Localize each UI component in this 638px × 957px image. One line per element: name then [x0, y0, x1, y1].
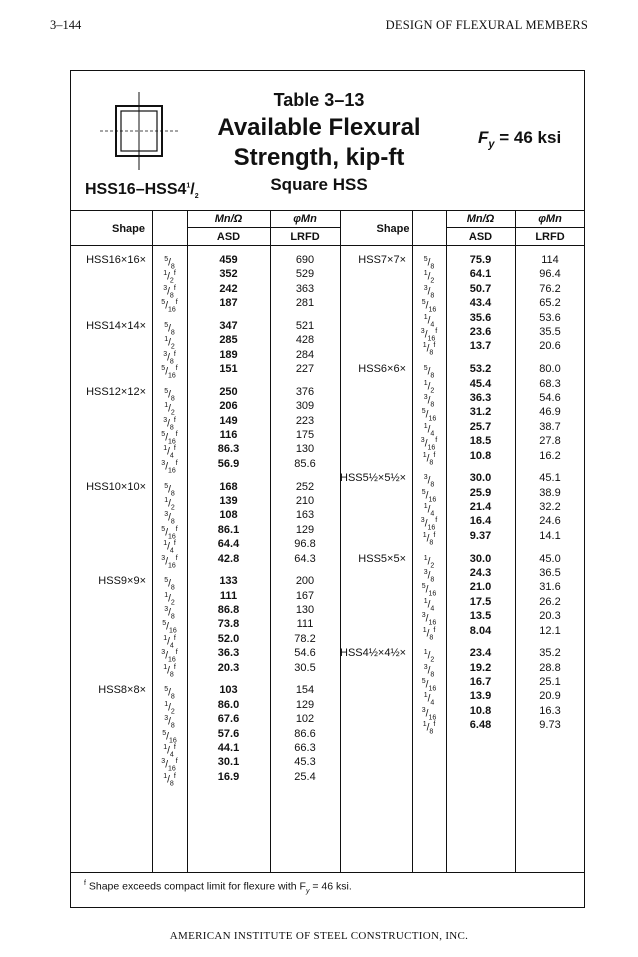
wall-thickness: $^1/_8^f$ [422, 342, 436, 357]
wall-thickness: $^1/_8^f$ [163, 663, 176, 678]
header-rule [187, 227, 340, 228]
lrfd-header: LRFD [290, 231, 320, 243]
wall-thickness: $^1/_4^f$ [163, 743, 176, 759]
asd-value: 21.4 [469, 501, 492, 513]
asd-value: 35.6 [469, 311, 492, 324]
asd-value: 73.8 [217, 618, 240, 631]
shape-designation: HSS6×6× [358, 363, 406, 376]
table-number: Table 3–13 [273, 90, 365, 110]
lrfd-value: 129 [295, 698, 315, 711]
wall-thickness: $^3/_{16}^f$ [161, 554, 178, 569]
asd-value: 17.5 [469, 595, 492, 608]
asd-value: 36.3 [217, 647, 240, 660]
table-title-line-2: Strength, kip-ft [233, 144, 405, 171]
lrfd-value: 227 [295, 363, 315, 376]
asd-value: 30.1 [217, 756, 240, 769]
lrfd-value: 85.6 [294, 457, 316, 470]
wall-thickness: $^1/_2$ [423, 379, 435, 394]
wall-thickness: $^5/_8$ [164, 577, 175, 592]
lrfd-value: 28.8 [539, 661, 561, 674]
asd-value: 75.9 [469, 254, 492, 266]
wall-thickness: $^3/_8$ [423, 663, 435, 678]
lrfd-value: 80.0 [539, 363, 561, 376]
lrfd-value: 20.9 [539, 690, 561, 703]
asd-value: 8.04 [469, 624, 492, 637]
wall-thickness: $^3/_{16}$ [421, 612, 437, 627]
column-divider [340, 211, 341, 872]
lrfd-value: 309 [295, 400, 315, 413]
shape-range-label: $HSS16-HSS4^1/_2$ [85, 181, 199, 201]
wall-thickness: $^5/_{16}^f$ [161, 365, 178, 380]
lrfd-value: 111 [296, 618, 314, 631]
lrfd-value: 284 [295, 348, 315, 361]
asd-value: 103 [219, 684, 238, 697]
page-number: 3–144 [50, 18, 82, 32]
lrfd-value: 130 [295, 443, 315, 456]
asd-value: 24.3 [469, 566, 492, 579]
wall-thickness: $^1/_2$ [164, 700, 175, 716]
lrfd-value: 27.8 [539, 435, 561, 448]
table-subtitle: Square HSS [270, 175, 368, 194]
lrfd-value: 45.3 [294, 756, 316, 769]
shape-designation: HSS10×10× [86, 480, 146, 493]
shape-header: Shape [376, 223, 410, 235]
shape-designation: HSS12×12× [86, 385, 146, 398]
lrfd-value: 35.2 [539, 647, 561, 660]
wall-thickness: $^1/_2$ [164, 402, 175, 417]
asd-value: 139 [219, 494, 238, 507]
lrfd-value: 24.6 [539, 515, 561, 528]
wall-thickness: $^3/_8^f$ [163, 416, 176, 431]
asd-value: 23.6 [469, 326, 492, 338]
wall-thickness: $^3/_{16}^f$ [420, 437, 438, 452]
table-title-line-1: Available Flexural [217, 114, 421, 141]
lrfd-value: 14.1 [539, 529, 561, 542]
yield-strength-label: $F_y = 46$ ksi [478, 128, 562, 151]
wall-thickness: $^1/_8^f$ [422, 451, 436, 466]
wall-thickness: $^5/_{16}$ [421, 678, 437, 693]
wall-thickness: $^1/_4$ [423, 597, 435, 613]
shape-designation: HSS5½×5½× [340, 472, 407, 485]
lrfd-value: 54.6 [539, 391, 561, 404]
lrfd-value: 36.5 [539, 566, 561, 579]
asd-value: 242 [219, 282, 238, 295]
lrfd-value: 66.3 [294, 741, 316, 754]
lrfd-value: 690 [295, 254, 315, 266]
wall-thickness: $^3/_8^f$ [163, 350, 176, 366]
asd-value: 9.37 [469, 529, 492, 542]
section-title: DESIGN OF FLEXURAL MEMBERS [385, 18, 588, 32]
asd-value: 459 [219, 254, 238, 266]
asd-strength-header: Mn/Ω [466, 213, 495, 225]
wall-thickness: $^1/_8^f$ [422, 531, 436, 547]
asd-value: 352 [219, 268, 238, 281]
lrfd-value: 25.1 [539, 676, 561, 688]
asd-value: 86.1 [217, 523, 240, 536]
wall-thickness: $^1/_2$ [423, 270, 435, 285]
asd-value: 10.8 [469, 449, 492, 462]
lrfd-value: 200 [295, 575, 315, 588]
wall-thickness: $^1/_2$ [423, 554, 435, 569]
shape-designation: HSS4½×4½× [340, 647, 407, 660]
shape-designation: HSS9×9× [98, 575, 146, 588]
wall-thickness: $^3/_8^f$ [163, 284, 176, 300]
wall-thickness: $^5/_{16}$ [162, 729, 177, 744]
lrfd-value: 96.4 [539, 268, 561, 281]
asd-value: 36.3 [469, 391, 492, 404]
asd-value: 43.4 [469, 297, 492, 310]
asd-value: 151 [219, 363, 238, 376]
asd-value: 16.9 [217, 770, 240, 783]
shape-range-fraction: $^1/_2$ [186, 181, 199, 201]
lrfd-value: 30.5 [294, 661, 316, 674]
lrfd-value: 26.2 [539, 595, 561, 608]
wall-thickness: $^3/_8$ [423, 284, 435, 300]
lrfd-value: 31.6 [539, 581, 561, 594]
wall-thickness: $^1/_2$ [164, 591, 175, 606]
lrfd-value: 16.3 [539, 704, 561, 717]
lrfd-value: 376 [295, 385, 315, 398]
lrfd-value: 64.3 [294, 552, 316, 565]
asd-value: 56.9 [217, 457, 240, 470]
shape-designation: HSS8×8× [98, 684, 146, 697]
asd-value: 25.9 [469, 486, 492, 499]
lrfd-value: 45.1 [539, 472, 561, 485]
asd-value: 20.3 [217, 661, 240, 674]
wall-thickness: $^3/_8$ [423, 393, 435, 409]
lrfd-value: 175 [295, 429, 315, 441]
yield-strength-value: = 46 ksi [499, 128, 562, 147]
asd-value: 86.8 [217, 604, 240, 616]
wall-thickness: $^5/_{16}$ [421, 299, 437, 314]
asd-value: 21.0 [469, 581, 492, 594]
lrfd-value: 65.2 [539, 297, 561, 310]
header-rule [70, 245, 585, 246]
wall-thickness: $^5/_8$ [423, 365, 435, 380]
wall-thickness: $^1/_4$ [423, 422, 435, 438]
flexural-strength-table [70, 210, 585, 873]
asd-value: 50.7 [469, 282, 492, 295]
asd-value: 206 [219, 400, 238, 413]
header-rule [446, 227, 585, 228]
lrfd-value: 363 [295, 282, 315, 295]
asd-value: 13.9 [469, 690, 492, 703]
lrfd-value: 20.6 [539, 340, 561, 353]
lrfd-value: 32.2 [539, 501, 561, 513]
asd-value: 18.5 [469, 435, 492, 448]
wall-thickness: $^1/_4^f$ [163, 540, 176, 555]
lrfd-value: 102 [295, 713, 315, 726]
lrfd-value: 521 [295, 319, 315, 332]
shape-designation: HSS16×16× [86, 254, 146, 266]
lrfd-value: 25.4 [294, 770, 316, 783]
wall-thickness: $^1/_8^f$ [422, 626, 436, 641]
lrfd-value: 46.9 [539, 406, 561, 419]
wall-thickness: $^1/_4^f$ [163, 445, 176, 460]
asd-value: 30.0 [469, 552, 492, 565]
wall-thickness: $^3/_{16}^f$ [161, 649, 178, 664]
lrfd-value: 129 [295, 523, 315, 536]
asd-value: 13.7 [469, 340, 492, 353]
wall-thickness: $^5/_{16}$ [421, 408, 437, 423]
wall-thickness: $^5/_{16}^f$ [161, 525, 178, 541]
lrfd-value: 54.6 [294, 647, 316, 660]
asd-value: 30.0 [469, 472, 492, 485]
asd-value: 64.1 [469, 268, 492, 281]
asd-value: 189 [219, 348, 238, 361]
shape-designation: HSS5×5× [358, 552, 406, 565]
wall-thickness: $^3/_8$ [423, 474, 435, 489]
wall-thickness: $^1/_4$ [423, 313, 435, 328]
asd-value: 187 [219, 297, 238, 310]
asd-value: 42.8 [217, 552, 240, 565]
lrfd-value: 9.73 [539, 719, 561, 732]
asd-value: 25.7 [469, 420, 492, 433]
lrfd-value: 35.5 [539, 326, 561, 338]
lrfd-value: 38.7 [539, 420, 561, 433]
lrfd-value: 167 [295, 589, 315, 602]
lrfd-value: 86.6 [294, 727, 316, 740]
wall-thickness: $^5/_8$ [164, 686, 175, 701]
lrfd-value: 529 [295, 268, 315, 281]
asd-value: 16.7 [469, 676, 492, 688]
wall-thickness: $^5/_8$ [164, 387, 175, 403]
lrfd-value: 16.2 [539, 449, 561, 462]
wall-thickness: $^1/_2$ [164, 496, 175, 512]
asd-value: 10.8 [469, 704, 492, 717]
lrfd-value: 12.1 [539, 624, 561, 637]
lrfd-value: 154 [295, 684, 315, 697]
asd-value: 13.5 [469, 610, 492, 623]
lrfd-value: 38.9 [539, 486, 561, 499]
wall-thickness: $^3/_8$ [164, 606, 175, 621]
wall-thickness: $^3/_8$ [164, 511, 175, 526]
lrfd-value: 68.3 [539, 377, 561, 390]
shape-designation: HSS7×7× [358, 254, 406, 266]
wall-thickness: $^3/_{16}^f$ [161, 459, 178, 475]
shape-header: Shape [111, 223, 145, 235]
lrfd-value: 428 [295, 334, 315, 347]
asd-value: 250 [219, 385, 238, 398]
asd-value: 285 [219, 334, 238, 347]
footnote: $^f$ Shape exceeds compact limit for flexure with $F_y = 46$ ksi. [84, 880, 352, 895]
asd-value: 52.0 [217, 632, 240, 645]
publisher-footer: AMERICAN INSTITUTE OF STEEL CONSTRUCTION, INC. [169, 930, 469, 942]
shape-designation: HSS14×14× [86, 319, 146, 332]
lrfd-value: 96.8 [294, 538, 316, 551]
asd-value: 111 [219, 589, 238, 602]
lrfd-value: 20.3 [539, 610, 561, 623]
wall-thickness: $^1/_4^f$ [163, 634, 176, 650]
lrfd-value: 78.2 [294, 632, 316, 645]
wall-thickness: $^5/_8$ [423, 256, 435, 271]
asd-header: ASD [468, 231, 493, 243]
wall-thickness: $^3/_{16}^f$ [161, 758, 178, 773]
asd-value: 67.6 [217, 713, 240, 726]
wall-thickness: $^1/_4$ [423, 692, 435, 707]
asd-value: 86.3 [217, 443, 240, 456]
lrfd-value: 252 [295, 480, 315, 493]
asd-value: 53.2 [469, 363, 492, 376]
wall-thickness: $^5/_{16}^f$ [161, 299, 178, 314]
asd-value: 31.2 [469, 406, 492, 419]
wall-thickness: $^5/_8$ [164, 321, 175, 337]
asd-value: 86.0 [217, 698, 240, 711]
wall-thickness: $^5/_8$ [164, 256, 175, 271]
lrfd-value: 76.2 [539, 282, 561, 295]
lrfd-value: 53.6 [539, 311, 561, 324]
asd-value: 116 [219, 429, 238, 441]
wall-thickness: $^3/_8$ [164, 715, 175, 730]
asd-value: 44.1 [217, 741, 240, 754]
asd-value: 108 [219, 509, 238, 522]
asd-value: 19.2 [469, 661, 492, 674]
lrfd-strength-header: φMn [538, 213, 562, 225]
asd-strength-header: Mn/Ω [214, 213, 243, 225]
asd-value: 133 [219, 575, 238, 588]
asd-value: 16.4 [469, 515, 492, 528]
asd-value: 45.4 [469, 377, 492, 390]
wall-thickness: $^5/_{16}$ [162, 620, 177, 635]
wall-thickness: $^5/_{16}$ [421, 488, 437, 503]
wall-thickness: $^1/_2$ [164, 336, 175, 351]
asd-value: 64.4 [217, 538, 240, 551]
wall-thickness: $^3/_{16}$ [421, 706, 437, 722]
lrfd-value: 210 [295, 494, 315, 507]
wall-thickness: $^5/_8$ [164, 482, 175, 497]
wall-thickness: $^1/_4$ [423, 503, 435, 518]
wall-thickness: $^5/_{16}^f$ [161, 431, 178, 446]
wall-thickness: $^3/_{16}^f$ [420, 517, 438, 532]
lrfd-value: 163 [295, 509, 315, 522]
wall-thickness: $^1/_2$ [423, 649, 435, 664]
wall-thickness: $^3/_{16}^f$ [420, 328, 438, 343]
lrfd-value: 130 [295, 604, 315, 616]
wall-thickness: $^1/_8^f$ [163, 772, 176, 788]
asd-value: 168 [219, 480, 238, 493]
wall-thickness: $^1/_2^f$ [163, 270, 176, 285]
asd-value: 23.4 [469, 647, 492, 660]
lrfd-value: 45.0 [539, 552, 561, 565]
asd-header: ASD [216, 231, 241, 243]
lrfd-value: 223 [295, 414, 315, 427]
lrfd-value: 114 [541, 254, 559, 266]
wall-thickness: $^5/_{16}$ [421, 583, 437, 598]
asd-value: 149 [219, 414, 238, 427]
lrfd-header: LRFD [535, 231, 565, 243]
wall-thickness: $^3/_8$ [423, 568, 435, 584]
asd-value: 6.48 [469, 719, 492, 732]
lrfd-strength-header: φMn [293, 213, 317, 225]
wall-thickness: $^1/_8^f$ [422, 721, 436, 736]
lrfd-value: 281 [295, 297, 315, 310]
asd-value: 347 [219, 319, 238, 332]
running-head [50, 18, 588, 38]
asd-value: 57.6 [217, 727, 240, 740]
